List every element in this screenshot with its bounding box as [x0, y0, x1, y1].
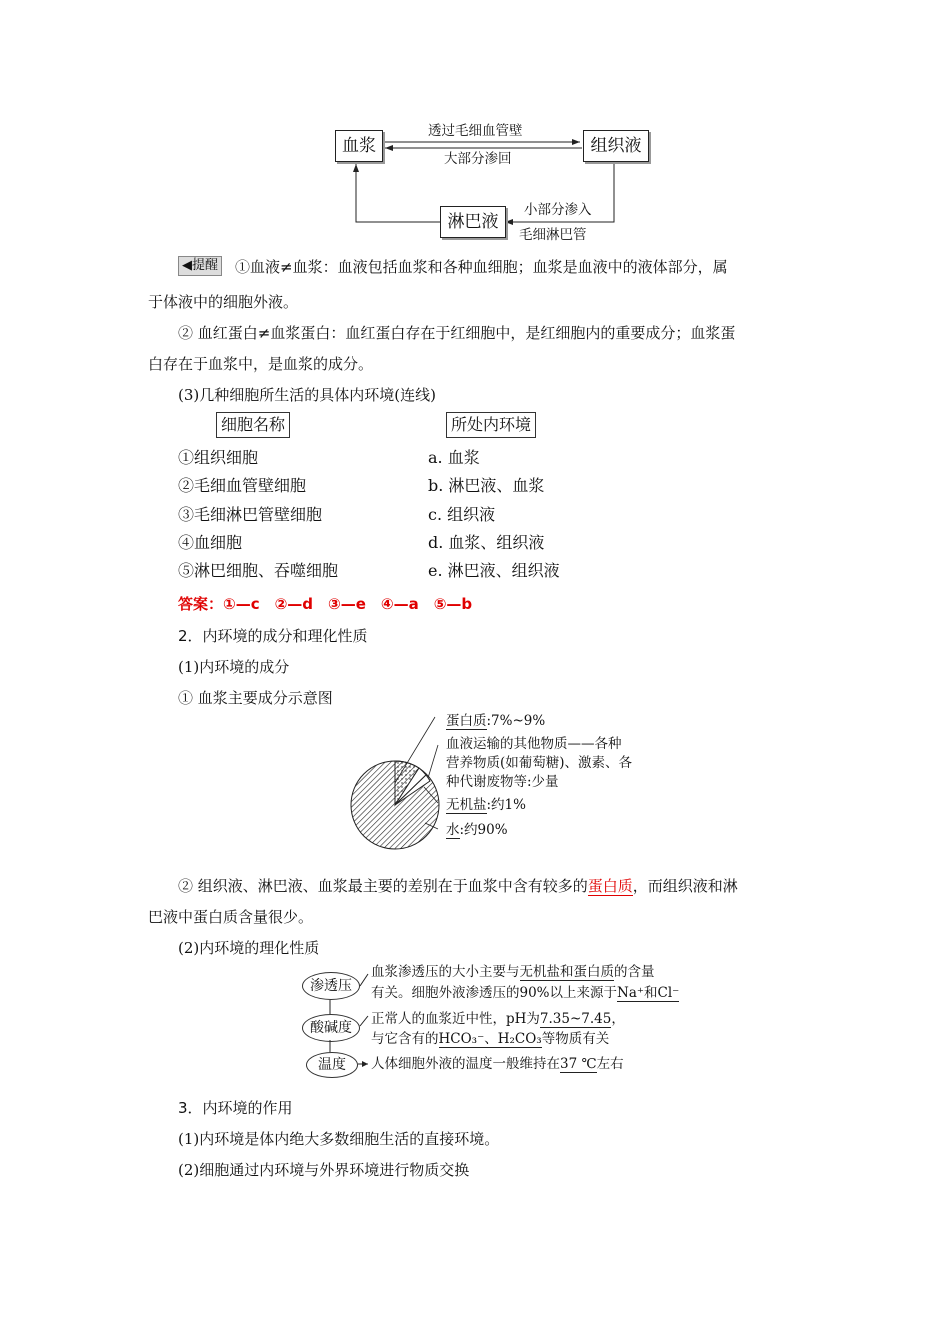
- part2-item1: ① 血浆主要成分示意图: [178, 689, 333, 707]
- cell-item: ②毛细血管壁细胞: [178, 476, 307, 495]
- environment-header: 所处内环境: [446, 412, 536, 438]
- ph-line-2-post: 等物质有关: [541, 1031, 610, 1047]
- arrow-top-head: [572, 139, 580, 145]
- pie-label-other-3: 种代谢废物等:少量: [446, 774, 559, 790]
- protein-term: 蛋白质: [446, 713, 487, 729]
- salt-value: :约1%: [486, 797, 526, 813]
- arrow-lymph-plasma: [356, 164, 440, 222]
- cell-item: ①组织细胞: [178, 448, 259, 467]
- plasma-box: 血浆: [335, 130, 383, 162]
- osmotic-line-1-post: 的含量: [614, 964, 655, 980]
- item2-pre: ② 组织液、淋巴液、血浆最主要的差别在于血浆中含有较多的: [178, 877, 588, 895]
- temp-key-term: 37 ℃: [560, 1056, 597, 1072]
- environment-item: c. 组织液: [428, 505, 496, 524]
- cell-item: ④血细胞: [178, 533, 243, 552]
- arrow-tissue-lymph-head: [505, 219, 513, 225]
- environment-item: d. 血浆、组织液: [428, 533, 545, 552]
- tip-icon: ◀: [182, 258, 192, 273]
- osmotic-line-1-pre: 血浆渗透压的大小主要与: [371, 964, 520, 980]
- plasma-pie-chart: [340, 705, 460, 855]
- tip-line-1: ①血液≠血浆：血液包括血浆和各种血细胞；血浆是血液中的液体部分，属: [235, 258, 728, 276]
- osmotic-line-2-pre: 有关。细胞外液渗透压的90%以上来源于: [371, 985, 618, 1001]
- ph-line-1-post: ，: [611, 1011, 625, 1027]
- ph-line-2: [371, 1030, 609, 1048]
- pie-label-other-2: 营养物质(如葡萄糖)、激素、各: [446, 755, 633, 771]
- pointer-temp-head: [362, 1061, 368, 1067]
- tip-line-3: ② 血红蛋白≠血浆蛋白：血红蛋白存在于红细胞中，是红细胞内的重要成分；血浆蛋: [178, 324, 736, 342]
- leader-other: [428, 745, 438, 778]
- temp-line-post: 左右: [596, 1056, 624, 1072]
- osmotic-line-1: [371, 963, 655, 981]
- environment-item: a. 血浆: [428, 448, 480, 467]
- part2-heading: 2．内环境的成分和理化性质: [178, 627, 368, 645]
- water-term: 水: [446, 822, 460, 838]
- part2-item2-line2: 巴液中蛋白质含量很少。: [148, 908, 314, 926]
- lymph-vessel-label: 毛细淋巴管: [519, 227, 587, 243]
- part3-heading: 3．内环境的作用: [178, 1099, 293, 1117]
- tip-label: 提醒: [192, 258, 219, 273]
- osmotic-pressure-oval: 渗透压: [302, 972, 360, 1000]
- item2-post: ，而组织液和淋: [632, 877, 738, 895]
- osmotic-key-term: 无机盐和蛋白质: [519, 964, 614, 980]
- ph-line-1: [371, 1010, 625, 1028]
- ph-line-1-pre: 正常人的血浆近中性，pH为: [371, 1011, 540, 1027]
- pointer-osmotic: [360, 974, 368, 986]
- osmotic-line-2: [371, 984, 679, 1002]
- temperature-oval: 温度: [306, 1052, 358, 1078]
- item2-key-term: 蛋白质: [587, 877, 633, 895]
- pie-label-salt: [446, 796, 526, 814]
- part2-sub1: (1)内环境的成分: [178, 658, 290, 676]
- part3-line-1: (1)内环境是体内绝大多数细胞生活的直接环境。: [178, 1130, 500, 1148]
- temp-line-pre: 人体细胞外液的温度一般维持在: [371, 1056, 560, 1072]
- tip-line-4: 白存在于血浆中，是血浆的成分。: [148, 355, 374, 373]
- environment-item: b. 淋巴液、血浆: [428, 476, 545, 495]
- ions-key-term: Na⁺和Cl⁻: [617, 985, 680, 1001]
- part2-item2-line1: [178, 876, 738, 896]
- environment-item: e. 淋巴液、组织液: [428, 561, 560, 580]
- lymph-box: 淋巴液: [440, 206, 506, 238]
- pie-label-water: [446, 821, 508, 839]
- ph-line-2-pre: 与它含有的: [371, 1031, 439, 1047]
- water-value: :约90%: [459, 822, 508, 838]
- part2-sub2: (2)内环境的理化性质: [178, 939, 320, 957]
- lymph-in-label: 小部分渗入: [524, 202, 592, 218]
- arrow-bottom-label: 大部分渗回: [444, 151, 512, 167]
- tip-badge: [178, 256, 222, 276]
- protein-value: :7%~9%: [486, 713, 546, 729]
- matching-answer: 答案：①—c ②—d ③—e ④—a ⑤—b: [178, 595, 473, 613]
- ph-oval: 酸碱度: [302, 1014, 360, 1042]
- part3-line-2: (2)细胞通过内环境与外界环境进行物质交换: [178, 1161, 470, 1179]
- pie-label-protein: [446, 712, 545, 730]
- temp-line: [371, 1055, 624, 1073]
- arrow-top-label: 透过毛细血管壁: [428, 123, 523, 139]
- matching-heading: (3)几种细胞所生活的具体内环境(连线): [178, 386, 436, 404]
- cell-item: ⑤淋巴细胞、吞噬细胞: [178, 561, 339, 580]
- cell-name-header: 细胞名称: [216, 412, 290, 438]
- arrow-bottom-head: [385, 145, 393, 151]
- pie-label-other-1: 血液运输的其他物质——各种: [446, 736, 622, 752]
- arrow-lymph-plasma-head: [353, 164, 359, 172]
- cell-item: ③毛细淋巴管壁细胞: [178, 505, 323, 524]
- pointer-ph: [360, 1016, 368, 1026]
- salt-term: 无机盐: [446, 797, 487, 813]
- ph-range-term: 7.35~7.45: [539, 1011, 612, 1027]
- tissue-fluid-box: 组织液: [583, 130, 649, 162]
- buffer-key-term: HCO₃⁻、H₂CO₃: [438, 1031, 542, 1047]
- tip-line-2: 于体液中的细胞外液。: [148, 293, 299, 311]
